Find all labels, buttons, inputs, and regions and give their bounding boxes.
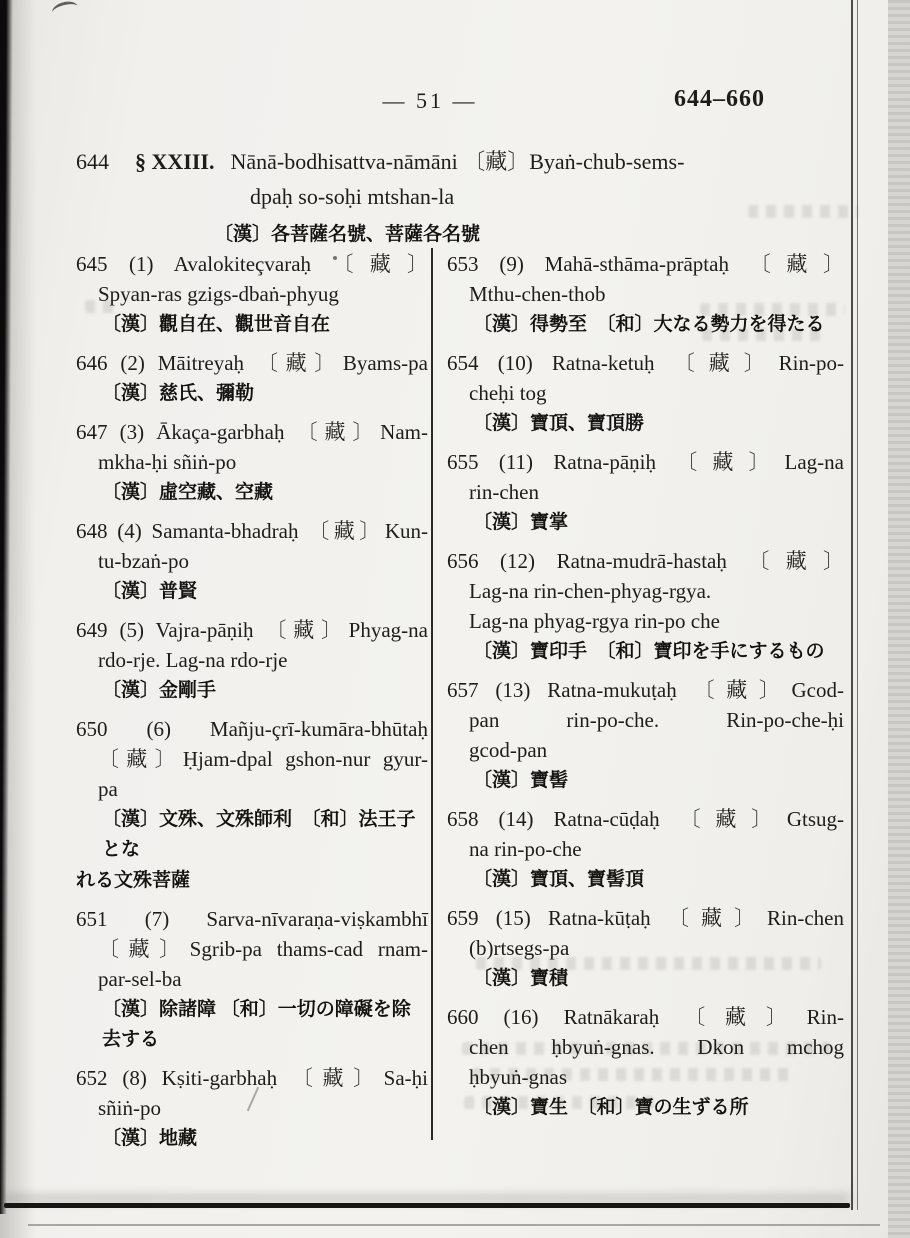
entry-line-latin: pa: [98, 777, 118, 801]
entry-line-latin: 648 (4) Samanta-bhadraḥ 〔藏〕Kun-: [76, 519, 428, 543]
entry-line-latin: (b)rtsegs-pa: [469, 936, 570, 960]
section-entry-number: 644: [76, 149, 109, 174]
entry-line-latin: par-sel-ba: [98, 967, 182, 991]
entry-line-latin: cheḥi tog: [469, 381, 547, 405]
entry-line-latin: rin-chen: [469, 480, 539, 504]
column-divider: [431, 248, 433, 1140]
section-title-line: [76, 146, 851, 178]
entry-line-cjk: 〔漢〕寶髻: [473, 770, 569, 791]
right-column: [447, 249, 844, 1131]
entry-line-latin: 〔藏〕Ḥjam-dpal gshon-nur gyur-: [98, 747, 428, 771]
entry-line-cjk: 〔漢〕虛空藏、空藏: [102, 482, 274, 503]
dictionary-entry-648: [76, 516, 428, 607]
entry-line-latin: Mthu-chen-thob: [469, 282, 606, 306]
entry-line-latin: 650 (6) Mañju-çrī-kumāra-bhūtaḥ: [76, 717, 428, 741]
section-cjk-line: 〔漢〕各菩薩名號、菩薩各名號: [214, 224, 481, 245]
entry-line-cjk: 〔漢〕文殊、文殊師利 〔和〕法王子とな: [102, 809, 416, 860]
section-title: Nānā-bodhisattva-nāmāni 〔藏〕Byaṅ-chub-sems-: [230, 149, 685, 174]
entry-line-cjk: 〔漢〕金剛手: [102, 680, 217, 701]
entry-line-latin: 646 (2) Māitreyaḥ 〔藏〕Byams-pa: [76, 351, 428, 375]
entry-line-latin: na rin-po-che: [469, 837, 582, 861]
entry-line-latin: 〔藏〕Sgrib-pa thams-cad rnam-: [98, 937, 428, 961]
dictionary-entry-651: [76, 904, 428, 1055]
entry-line-cjk: 〔漢〕寶積: [473, 968, 569, 989]
section-mark: § XXIII.: [135, 149, 215, 174]
entry-line-latin: chen ḥbyuṅ-gnas. Dkon mchog: [469, 1035, 844, 1059]
left-column: [76, 249, 428, 1162]
entry-line-latin: Lag-na phyag-rgya rin-po che: [469, 609, 720, 633]
dictionary-entry-656: [447, 546, 844, 667]
dictionary-entry-657: [447, 675, 844, 796]
adjacent-page-edge: [888, 0, 910, 1238]
entry-line-latin: 653 (9) Mahā-sthāma-prāptaḥ 〔藏〕: [447, 252, 844, 276]
entry-line-latin: 654 (10) Ratna-ketuḥ 〔藏〕Rin-po-: [447, 351, 844, 375]
section-heading-644: [76, 146, 851, 251]
dictionary-entry-659: [447, 903, 844, 994]
dictionary-entry-646: [76, 348, 428, 409]
dictionary-entry-645: [76, 249, 428, 340]
entry-line-latin: mkha-ḥi sñiṅ-po: [98, 450, 237, 474]
dictionary-entry-654: [447, 348, 844, 439]
entry-range: 644–660: [674, 86, 765, 112]
section-title-continuation: dpaḥ so-soḥi mtshan-la: [250, 184, 455, 209]
entry-line-cjk: 〔漢〕寶頂、寶頂勝: [473, 413, 645, 434]
entry-line-latin: 651 (7) Sarva-nīvaraṇa-viṣkambhī: [76, 907, 428, 931]
dictionary-entry-653: [447, 249, 844, 340]
entry-line-cjk: 〔漢〕地藏: [102, 1128, 198, 1149]
entry-line-latin: 656 (12) Ratna-mudrā-hastaḥ 〔藏〕: [447, 549, 844, 573]
page-binding-line-inner: [851, 0, 853, 1210]
entry-line-latin: 657 (13) Ratna-mukuṭaḥ 〔藏〕Gcod-: [447, 678, 844, 702]
dictionary-entry-649: [76, 615, 428, 706]
entry-line-cjk: 〔漢〕普賢: [102, 581, 198, 602]
entry-line-cjk: 〔漢〕觀自在、觀世音自在: [102, 314, 331, 335]
entry-line-cjk: 〔漢〕慈氏、彌勒: [102, 383, 255, 404]
entry-line-latin: 647 (3) Ākaça-garbhaḥ 〔藏〕Nam-: [76, 420, 428, 444]
entry-line-latin: gcod-pan: [469, 738, 548, 762]
scan-bottom-edge: [4, 1203, 850, 1208]
entry-line-cjk: 〔漢〕寶生 〔和〕寶の生ずる所: [473, 1097, 749, 1118]
entry-line-cjk: 〔漢〕寶印手 〔和〕寶印を手にするもの: [473, 641, 825, 662]
entry-line-cjk: れる文殊菩薩: [76, 870, 191, 891]
entry-line-latin: rdo-rje. Lag-na rdo-rje: [98, 648, 288, 672]
entry-line-cjk: 〔漢〕寶頂、寶髻頂: [473, 869, 645, 890]
page-number: — 51 —: [382, 88, 478, 113]
entry-line-latin: 660 (16) Ratnākaraḥ 〔藏〕Rin-: [447, 1005, 844, 1029]
entry-line-latin: 649 (5) Vajra-pāṇiḥ 〔藏〕Phyag-na: [76, 618, 428, 642]
entry-line-cjk: 〔漢〕寶掌: [473, 512, 569, 533]
entry-line-latin: Spyan-ras gzigs-dbaṅ-phyug: [98, 282, 339, 306]
entry-line-latin: 659 (15) Ratna-kūṭaḥ 〔藏〕Rin-chen: [447, 906, 844, 930]
dictionary-entry-655: [447, 447, 844, 538]
entry-line-latin: sñiṅ-po: [98, 1096, 161, 1120]
pen-mark-artifact: [51, 0, 80, 20]
entry-line-latin: tu-bzaṅ-po: [98, 549, 189, 573]
entry-line-latin: pan rin-po-che. Rin-po-che-ḥi: [469, 708, 844, 732]
entry-line-latin: Lag-na rin-chen-phyag-rgya.: [469, 579, 712, 603]
entry-line-latin: 655 (11) Ratna-pāṇiḥ 〔藏〕Lag-na: [447, 450, 844, 474]
dictionary-entry-658: [447, 804, 844, 895]
entry-line-latin: ḥbyuṅ-gnas: [469, 1065, 567, 1089]
entry-line-cjk: 〔漢〕得勢至 〔和〕大なる勢力を得たる: [473, 314, 825, 335]
entry-line-cjk: 〔漢〕除諸障 〔和〕一切の障礙を除去する: [102, 999, 411, 1050]
entry-line-latin: 645 (1) Avalokiteçvaraḥ 〔藏〕: [76, 252, 428, 276]
scan-bottom-line: [28, 1224, 880, 1226]
entry-line-latin: 652 (8) Kṣiti-garbhaḥ 〔藏〕Sa-ḥi: [76, 1066, 428, 1090]
page-binding-line-outer: [857, 0, 858, 1210]
dictionary-entry-660: [447, 1002, 844, 1123]
dictionary-entry-647: [76, 417, 428, 508]
dictionary-entry-652: [76, 1063, 428, 1154]
entry-line-latin: 658 (14) Ratna-cūḍaḥ 〔藏〕Gtsug-: [447, 807, 844, 831]
dictionary-entry-650: [76, 714, 428, 896]
